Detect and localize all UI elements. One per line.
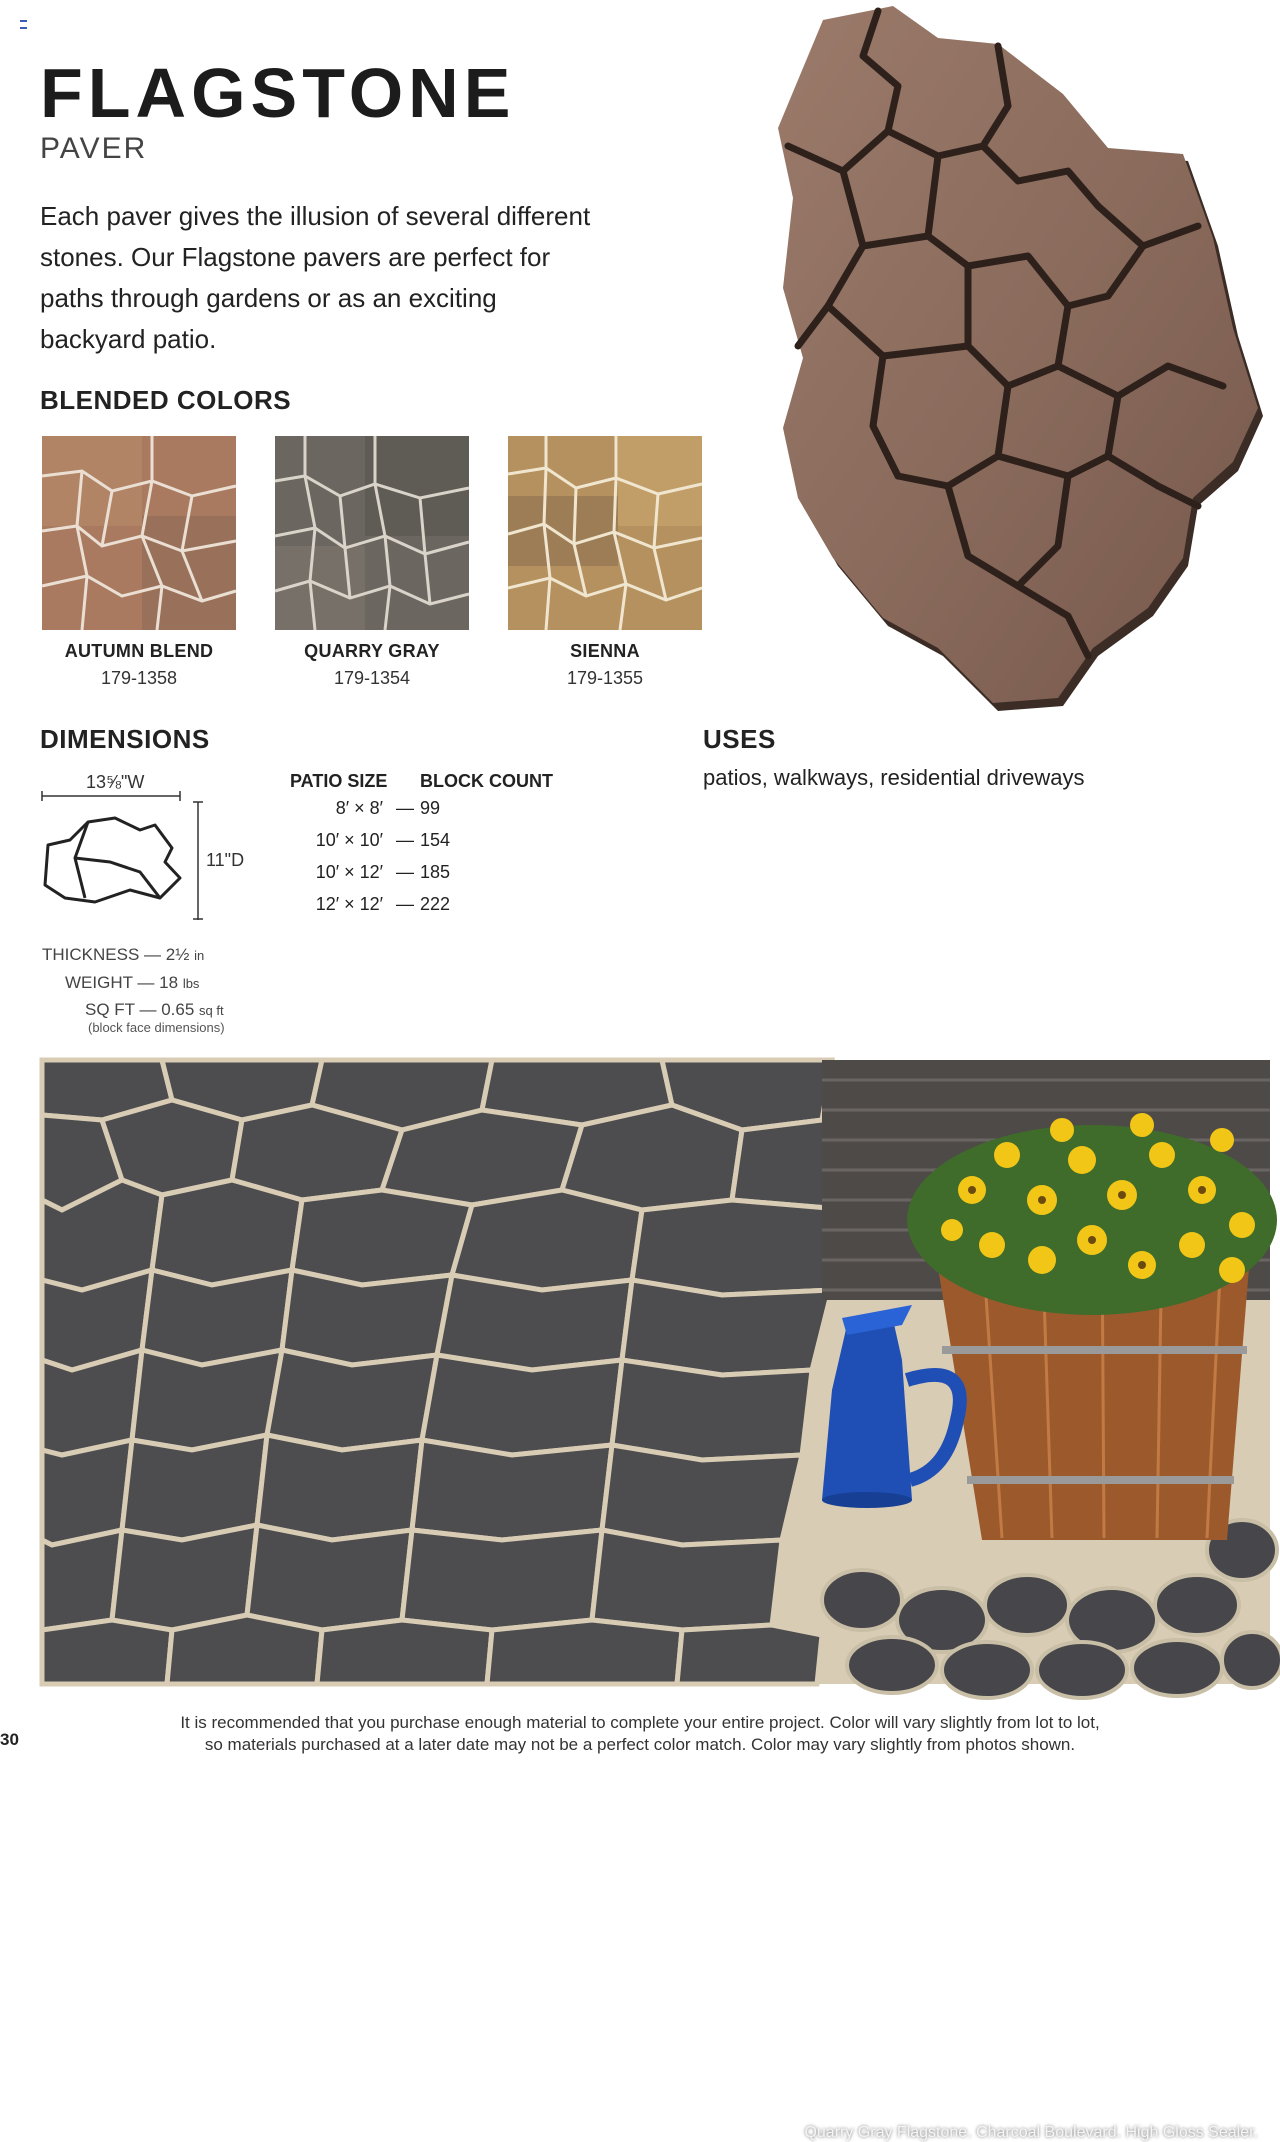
patio-size-cell: 10′ × 12′ <box>315 862 383 882</box>
weight-spec <box>65 973 199 993</box>
block-count-header: BLOCK COUNT <box>420 771 553 791</box>
dash: — <box>396 798 414 818</box>
sienna-name: SIENNA <box>570 641 640 661</box>
block-count-cell: 222 <box>420 894 451 914</box>
weight-unit: lbs <box>182 976 200 991</box>
sqft-note: (block face dimensions) <box>88 1020 225 1035</box>
paver-outline-diagram <box>40 790 210 920</box>
dimensions-heading: DIMENSIONS <box>40 724 210 754</box>
depth-label: 11"D <box>206 850 245 870</box>
autumn-blend-swatch <box>42 436 236 630</box>
product-description: Each paver gives the illusion of several different stones. Our Flagstone pavers are perfect for paths through gardens or as an exciting backyard patio. <box>40 201 591 354</box>
footer-line-2: so materials purchased at a later date may not be a perfect color match. Color may vary slightly from photos shown. <box>204 1735 1076 1754</box>
quarry-gray-code: 179-1354 <box>333 668 411 688</box>
thickness-label: THICKNESS — <box>42 945 162 964</box>
dash: — <box>396 894 414 914</box>
quarry-gray-name: QUARRY GRAY <box>304 641 440 661</box>
footer-line-1: It is recommended that you purchase enough material to complete your entire project. Color will vary slightly from lot to lot, <box>180 1713 1100 1732</box>
patio-scene-illustration <box>42 1060 1270 1684</box>
page-number: 30 <box>0 1730 19 1749</box>
weight-label: WEIGHT — <box>65 973 155 992</box>
thickness-spec <box>42 945 204 965</box>
footer-disclaimer <box>40 1712 1240 1756</box>
sqft-label: SQ FT — <box>85 1000 157 1019</box>
quarry-gray-swatch <box>275 436 469 630</box>
flagstone-paver-product-image <box>768 6 1273 718</box>
sqft-spec <box>85 1000 224 1020</box>
page-title: FLAGSTONE <box>40 54 516 132</box>
blended-colors-heading: BLENDED COLORS <box>40 385 292 415</box>
autumn-blend-code: 179-1358 <box>100 668 178 688</box>
thickness-unit: in <box>194 948 205 963</box>
block-count-cell: 99 <box>420 798 441 818</box>
patio-size-header: PATIO SIZE <box>290 771 388 791</box>
dash: — <box>396 862 414 882</box>
thickness-value: 2½ <box>165 945 190 964</box>
uses-heading: USES <box>703 724 776 754</box>
sienna-swatch <box>508 436 702 630</box>
patio-size-cell: 12′ × 12′ <box>315 894 383 914</box>
photo-caption: Quarry Gray Flagstone. Charcoal Boulevard. High Gloss Sealer. <box>804 2124 1258 2141</box>
sqft-value: 0.65 <box>161 1000 195 1019</box>
autumn-blend-name: AUTUMN BLEND <box>64 641 214 661</box>
patio-size-cell: 10′ × 10′ <box>315 830 383 850</box>
sqft-unit: sq ft <box>199 1003 224 1018</box>
width-label: 13⅝"W <box>86 772 145 792</box>
patio-size-cell: 8′ × 8′ <box>335 798 383 818</box>
uses-text: patios, walkways, residential driveways <box>703 765 1085 790</box>
block-count-cell: 185 <box>420 862 451 882</box>
dash: — <box>396 830 414 850</box>
weight-value: 18 <box>159 973 179 992</box>
corner-mark-icon <box>20 20 27 29</box>
block-count-cell: 154 <box>420 830 451 850</box>
page-subtitle: PAVER <box>40 132 148 165</box>
sienna-code: 179-1355 <box>566 668 644 688</box>
